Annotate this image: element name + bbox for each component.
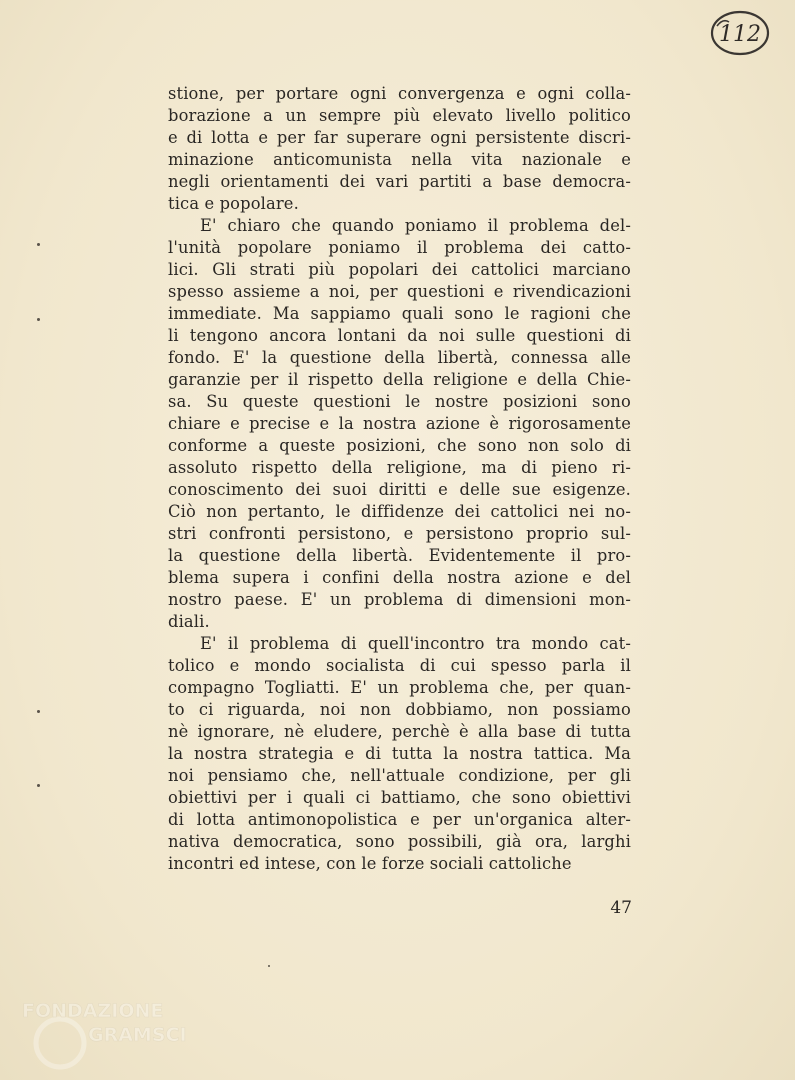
text-line: spesso assieme a noi, per questioni e rivendicazioni bbox=[168, 282, 631, 301]
scan-speck bbox=[37, 318, 40, 321]
text-line: nè ignorare, nè eludere, perchè è alla base di tutta bbox=[168, 722, 631, 741]
text-line: li tengono ancora lontani da noi sulle questioni di bbox=[168, 326, 631, 345]
watermark bbox=[18, 995, 188, 1070]
text-line: e di lotta e per far superare ogni persistente discri- bbox=[168, 128, 631, 147]
text-line: tica e popolare. bbox=[168, 194, 299, 213]
archive-stamp bbox=[709, 8, 771, 58]
text-line: to ci riguarda, noi non dobbiamo, non possiamo bbox=[168, 700, 631, 719]
text-line: E' il problema di quell'incontro tra mondo cat- bbox=[200, 634, 631, 653]
text-line: conforme a queste posizioni, che sono non solo di bbox=[168, 436, 631, 455]
text-line: immediate. Ma sappiamo quali sono le ragioni che bbox=[168, 304, 631, 323]
text-line: incontri ed intese, con le forze sociali cattoliche bbox=[168, 854, 572, 873]
scan-speck bbox=[268, 965, 270, 967]
text-line: noi pensiamo che, nell'attuale condizione, per gli bbox=[168, 766, 631, 785]
text-line: sa. Su queste questioni le nostre posizioni sono bbox=[168, 392, 631, 411]
text-line: compagno Togliatti. E' un problema che, per quan- bbox=[168, 678, 631, 697]
text-line: tolico e mondo socialista di cui spesso parla il bbox=[168, 656, 631, 675]
text-line: E' chiaro che quando poniamo il problema del- bbox=[200, 216, 631, 235]
watermark-line2: GRAMSCI bbox=[88, 1024, 187, 1046]
body-text bbox=[168, 83, 631, 875]
text-line: la questione della libertà. Evidentemente il pro- bbox=[168, 546, 631, 565]
text-line: nostro paese. E' un problema di dimensioni mon- bbox=[168, 590, 631, 609]
text-line: conoscimento dei suoi diritti e delle sue esigenze. bbox=[168, 480, 631, 499]
scan-speck bbox=[37, 243, 40, 246]
text-line: di lotta antimonopolistica e per un'organica alter- bbox=[168, 810, 631, 829]
text-line: diali. bbox=[168, 612, 210, 631]
watermark-line1: FONDAZIONE bbox=[22, 1000, 164, 1022]
paragraph bbox=[168, 215, 631, 633]
text-line: garanzie per il rispetto della religione e della Chie- bbox=[168, 370, 631, 389]
text-line: stri confronti persistono, e persistono proprio sul- bbox=[168, 524, 631, 543]
text-line: Ciò non pertanto, le diffidenze dei cattolici nei no- bbox=[168, 502, 631, 521]
page-number: 47 bbox=[610, 898, 632, 918]
text-line: minazione anticomunista nella vita nazionale e bbox=[168, 150, 631, 169]
text-line: obiettivi per i quali ci battiamo, che sono obiettivi bbox=[168, 788, 631, 807]
paragraph bbox=[168, 633, 631, 875]
scan-speck bbox=[37, 784, 40, 787]
text-line: negli orientamenti dei vari partiti a base democra- bbox=[168, 172, 631, 191]
text-line: chiare e precise e la nostra azione è rigorosamente bbox=[168, 414, 631, 433]
text-line: blema supera i confini della nostra azione e del bbox=[168, 568, 631, 587]
paragraph bbox=[168, 83, 631, 215]
text-line: fondo. E' la questione della libertà, connessa alle bbox=[168, 348, 631, 367]
stamp-number: 112 bbox=[719, 22, 761, 47]
text-line: l'unità popolare poniamo il problema dei catto- bbox=[168, 238, 631, 257]
text-line: stione, per portare ogni convergenza e ogni colla- bbox=[168, 84, 631, 103]
scan-speck bbox=[37, 710, 40, 713]
text-line: nativa democratica, sono possibili, già ora, larghi bbox=[168, 832, 631, 851]
text-line: la nostra strategia e di tutta la nostra tattica. Ma bbox=[168, 744, 631, 763]
text-line: assoluto rispetto della religione, ma di pieno ri- bbox=[168, 458, 631, 477]
text-line: borazione a un sempre più elevato livello politico bbox=[168, 106, 631, 125]
stamp-icon bbox=[709, 8, 771, 58]
text-line: lici. Gli strati più popolari dei cattolici marciano bbox=[168, 260, 631, 279]
